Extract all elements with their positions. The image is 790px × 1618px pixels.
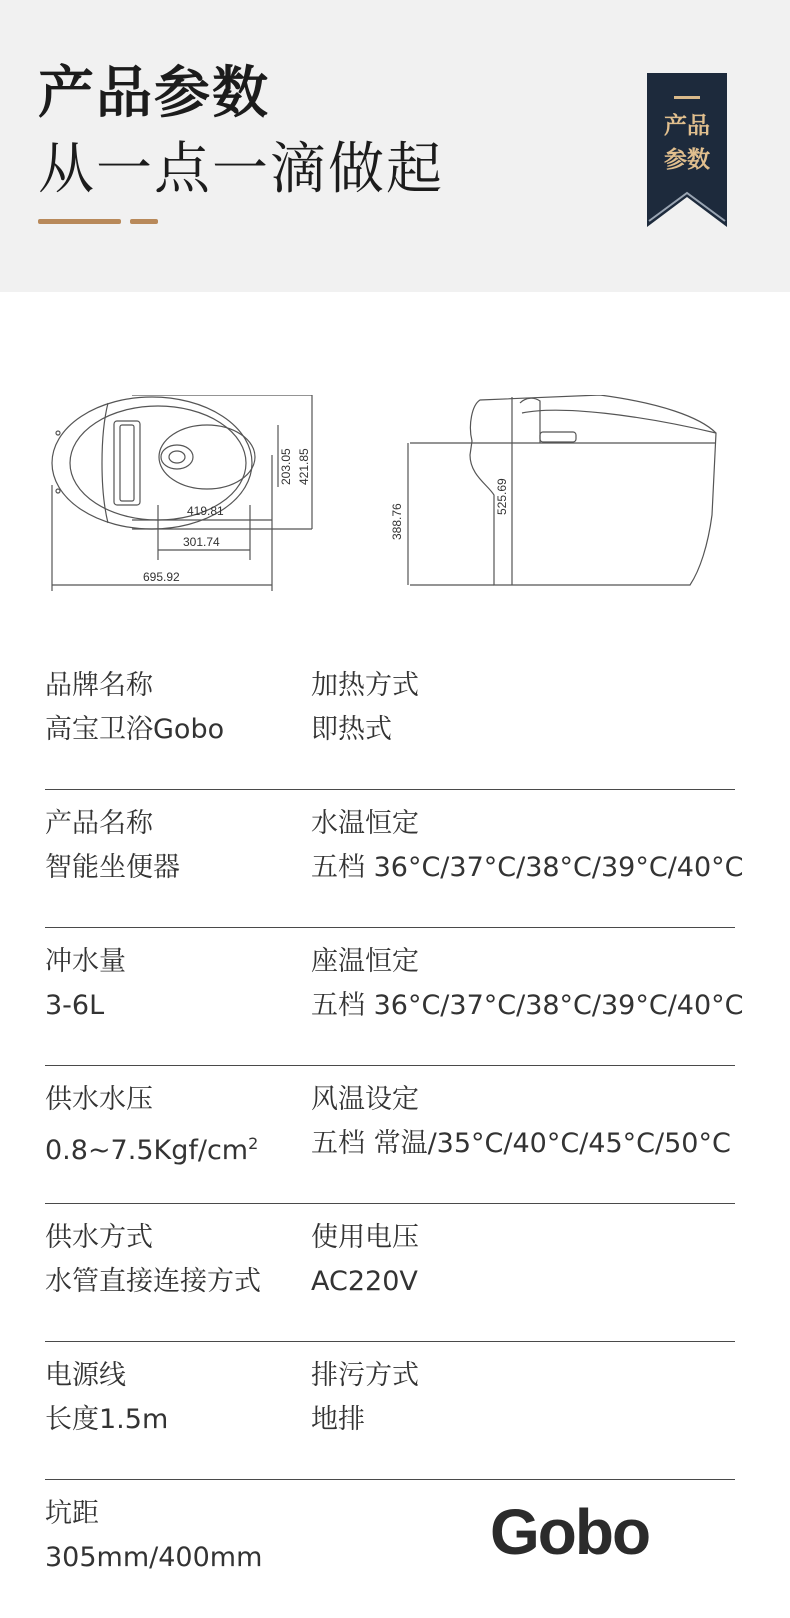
spec-value: 即热式: [311, 714, 392, 745]
spec-label: 冲水量: [45, 946, 126, 977]
spec-label: 产品名称: [45, 808, 153, 839]
superscript: 2: [248, 1134, 259, 1153]
spec-label: 品牌名称: [45, 670, 153, 701]
spec-label: 供水水压: [45, 1084, 153, 1115]
spec-label: 风温设定: [311, 1084, 419, 1115]
spec-label: 排污方式: [311, 1360, 419, 1391]
gobo-logo-icon: [490, 1502, 718, 1564]
spec-row: [45, 1342, 735, 1480]
spec-label: 电源线: [45, 1360, 126, 1391]
spec-right: [311, 940, 744, 1028]
dim-525-69: 525.69: [495, 478, 509, 515]
dim-301-74: 301.74: [183, 535, 220, 549]
spec-value: 智能坐便器: [45, 852, 180, 883]
spec-value: 五档 36°C/37°C/38°C/39°C/40°C: [311, 990, 744, 1021]
top-view: [52, 395, 312, 591]
page-title: 产品参数: [38, 61, 270, 126]
spec-left: [45, 1492, 262, 1580]
dim-419-81: 419.81: [187, 504, 224, 518]
spec-value: 水管直接连接方式: [45, 1266, 261, 1297]
spec-right: [311, 1078, 731, 1166]
top-view-labels: [143, 448, 311, 584]
page-subtitle: 从一点一滴做起: [38, 137, 444, 202]
dim-421-85: 421.85: [297, 448, 311, 485]
spec-value: 3-6L: [45, 990, 105, 1021]
spec-left: [45, 802, 180, 890]
gobo-logo: [490, 1502, 718, 1564]
spec-label: 水温恒定: [311, 808, 419, 839]
spec-value: 长度1.5m: [45, 1404, 169, 1435]
spec-label: 供水方式: [45, 1222, 153, 1253]
spec-right: [311, 1354, 419, 1442]
spec-left: [45, 1078, 258, 1173]
spec-table: [45, 652, 744, 1617]
spec-row: [45, 928, 744, 1066]
badge-line-1: 产品: [664, 113, 710, 139]
spec-row: [45, 790, 744, 928]
spec-left: [45, 1216, 261, 1304]
badge-label: [647, 109, 727, 177]
spec-label: 座温恒定: [311, 946, 419, 977]
spec-right: [311, 664, 419, 752]
spec-left: [45, 664, 224, 752]
spec-row: [45, 652, 735, 790]
side-view: [408, 395, 716, 585]
spec-value: 地排: [311, 1404, 365, 1435]
badge-line-2: 参数: [664, 147, 710, 173]
bookmark-badge: [647, 73, 727, 227]
accent-bar: [38, 219, 121, 224]
spec-row: [45, 1066, 735, 1204]
spec-value: 高宝卫浴Gobo: [45, 714, 225, 745]
dimension-drawing: [40, 395, 760, 610]
spec-label: 坑距: [45, 1498, 99, 1529]
svg-text:Gobo: Gobo: [490, 1502, 650, 1564]
accent-bar-short: [130, 219, 158, 224]
spec-left: [45, 940, 126, 1028]
dim-695-92: 695.92: [143, 570, 180, 584]
spec-right: [311, 802, 744, 890]
dim-203-05: 203.05: [279, 448, 293, 485]
spec-value: AC220V: [311, 1266, 418, 1297]
header-banner: [0, 0, 790, 292]
spec-value: 305mm/400mm: [45, 1542, 263, 1573]
spec-value: 五档 常温/35°C/40°C/45°C/50°C: [311, 1128, 731, 1159]
dim-388-76: 388.76: [390, 503, 404, 540]
spec-value: $0.8\sim 7.5Kgf/cm^2$: [45, 1134, 259, 1166]
spec-row: [45, 1204, 735, 1342]
spec-label: 加热方式: [311, 670, 419, 701]
badge-dash: [674, 96, 700, 99]
spec-value: 五档 36°C/37°C/38°C/39°C/40°C: [311, 852, 744, 883]
toilet-technical-drawing: [40, 395, 760, 610]
spec-left: [45, 1354, 168, 1442]
spec-label: 使用电压: [311, 1222, 419, 1253]
spec-right: [311, 1216, 419, 1304]
